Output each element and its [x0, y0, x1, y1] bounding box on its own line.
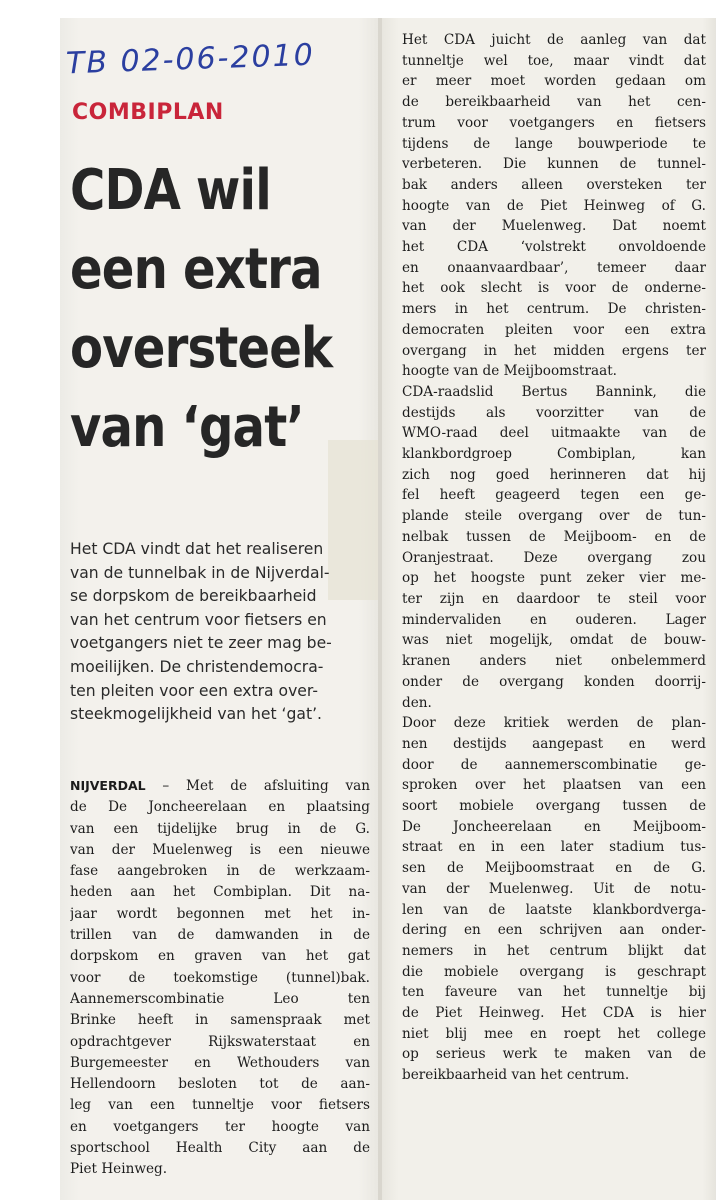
- text-line: en onaanvaardbaar’, temeer daar: [402, 259, 706, 276]
- text-line: Aannemerscombinatie Leo ten: [70, 990, 370, 1007]
- text-line: klankbordgroep Combiplan, kan: [402, 446, 706, 463]
- text-line: fel heeft geageerd tegen een ge-: [402, 487, 706, 504]
- dateline-text: – Met de afsluiting van: [145, 778, 370, 794]
- text-line: mers in het centrum. De christen-: [402, 301, 706, 318]
- text-line: tunneltje wel toe, maar vindt dat: [402, 52, 706, 69]
- text-line: tijdens de lange bouwperiode te: [402, 135, 706, 152]
- text-line: jaar wordt begonnen met het in-: [70, 905, 370, 922]
- text-line: sproken over het plaatsen van een: [402, 777, 706, 794]
- text-line: steekmogelijkheid van het ‘gat’.: [70, 705, 322, 724]
- text-line: bereikbaarheid van het centrum.: [402, 1067, 630, 1084]
- text-line: dering en een schrijven aan onder-: [402, 922, 706, 939]
- text-line: het ook slecht is voor de onderne-: [402, 280, 706, 297]
- text-line: WMO-raad deel uitmaakte van de: [402, 425, 706, 442]
- dateline: NIJVERDAL: [70, 778, 146, 793]
- headline-line: een extra: [70, 237, 322, 302]
- article-body-left: [70, 775, 370, 1181]
- text-line: plande steile overgang over de tun-: [402, 508, 706, 525]
- section-kicker: COMBIPLAN: [72, 100, 224, 125]
- text-line: democraten pleiten voor een extra: [402, 321, 706, 338]
- text-line: door de aannemerscombinatie ge-: [402, 756, 706, 773]
- text-line: Door deze kritiek werden de plan-: [402, 715, 706, 732]
- text-line: dorpskom en graven van het gat: [70, 948, 370, 965]
- article-headline: [70, 152, 333, 468]
- text-line: leg van een tunneltje voor fietsers: [70, 1097, 370, 1114]
- text-line: nelbak tussen de Meijboom- en de: [402, 528, 706, 545]
- text-line: voetgangers niet te zeer mag be-: [70, 634, 332, 653]
- text-line: fase aangebroken in de werkzaam-: [70, 863, 370, 880]
- text-line: Piet Heinweg.: [70, 1161, 168, 1178]
- text-line: hoogte van de Piet Heinweg of G.: [402, 197, 706, 214]
- text-line: moeilijken. De christendemocra-: [70, 657, 324, 676]
- text-line: Het CDA juicht de aanleg van dat: [402, 32, 706, 48]
- text-line: Oranjestraat. Deze overgang zou: [402, 549, 706, 566]
- text-line: zich nog goed herinneren dat hij: [402, 466, 706, 483]
- text-line: den.: [402, 694, 432, 711]
- text-line: de De Joncheerelaan en plaatsing: [70, 799, 370, 816]
- text-line: van der Muelenweg is een nieuwe: [70, 841, 370, 858]
- text-line: trillen van de damwanden in de: [70, 927, 370, 944]
- headline-line: CDA wil: [70, 158, 271, 223]
- text-line: CDA-raadslid Bertus Bannink, die: [402, 383, 706, 400]
- text-line: de bereikbaarheid van het cen-: [402, 94, 706, 111]
- text-line: trum voor voetgangers en fietsers: [402, 114, 706, 131]
- text-line: bak anders alleen oversteken ter: [402, 176, 706, 193]
- text-line: overgang in het midden ergens ter: [402, 342, 706, 359]
- article-body-right: [402, 30, 706, 1086]
- text-line: van der Muelenweg. Dat noemt: [402, 218, 706, 235]
- dateline-line: [70, 775, 370, 797]
- text-line: len van de laatste klankbordverga-: [402, 901, 706, 918]
- text-line: onder de overgang konden doorrij-: [402, 673, 706, 690]
- handwritten-date-annotation: TB 02-06-2010: [65, 37, 316, 82]
- text-line: opdrachtgever Rijkswaterstaat en: [70, 1033, 370, 1050]
- text-line: was niet mogelijk, omdat de bouw-: [402, 632, 706, 649]
- text-line: voor de toekomstige (tunnel)bak.: [70, 969, 370, 986]
- text-line: Brinke heeft in samenspraak met: [70, 1012, 370, 1029]
- text-line: kranen anders niet onbelemmerd: [402, 653, 706, 670]
- text-line: op het hoogste punt zeker vier me-: [402, 570, 706, 587]
- text-line: heden aan het Combiplan. Dit na-: [70, 884, 370, 901]
- text-line: er meer moet worden gedaan om: [402, 73, 706, 90]
- text-line: De Joncheerelaan en Meijboom-: [402, 818, 706, 835]
- text-line: sportschool Health City aan de: [70, 1140, 370, 1157]
- text-line: het CDA ‘volstrekt onvoldoende: [402, 239, 706, 256]
- text-line: de Piet Heinweg. Het CDA is hier: [402, 1005, 706, 1022]
- text-line: verbeteren. Die kunnen de tunnel-: [402, 156, 706, 173]
- text-line: Burgemeester en Wethouders van: [70, 1054, 370, 1071]
- text-line: ten pleiten voor een extra over-: [70, 681, 318, 700]
- text-line: Hellendoorn besloten tot de aan-: [70, 1076, 370, 1093]
- text-line: nen destijds aangepast en werd: [402, 735, 706, 752]
- text-line: die mobiele overgang is geschrapt: [402, 963, 706, 980]
- text-line: niet blij mee en roept het college: [402, 1025, 706, 1042]
- headline-line: oversteek: [70, 316, 333, 381]
- text-line: en voetgangers ter hoogte van: [70, 1118, 370, 1135]
- text-line: ten faveure van het tunneltje bij: [402, 984, 706, 1001]
- text-line: ter zijn en daardoor te steil voor: [402, 590, 706, 607]
- headline-line: van ‘gat’: [70, 395, 304, 460]
- text-line: hoogte van de Meijboomstraat.: [402, 363, 617, 380]
- text-line: nemers in het centrum blijkt dat: [402, 942, 706, 959]
- text-line: van de tunnelbak in de Nijverdal-: [70, 563, 330, 582]
- text-line: van een tijdelijke brug in de G.: [70, 820, 370, 837]
- text-line: soort mobiele overgang tussen de: [402, 798, 706, 815]
- text-line: van der Muelenweg. Uit de notu-: [402, 880, 706, 897]
- text-line: mindervaliden en ouderen. Lager: [402, 611, 706, 628]
- text-line: Het CDA vindt dat het realiseren: [70, 540, 324, 558]
- article-intro: [70, 538, 374, 727]
- text-line: destijds als voorzitter van de: [402, 404, 706, 421]
- text-line: se dorpskom de bereikbaarheid: [70, 587, 317, 606]
- text-line: straat en in een later stadium tus-: [402, 839, 706, 856]
- text-line: van het centrum voor fietsers en: [70, 610, 327, 629]
- text-line: sen de Meijboomstraat en de G.: [402, 860, 706, 877]
- text-line: op serieus werk te maken van de: [402, 1046, 706, 1063]
